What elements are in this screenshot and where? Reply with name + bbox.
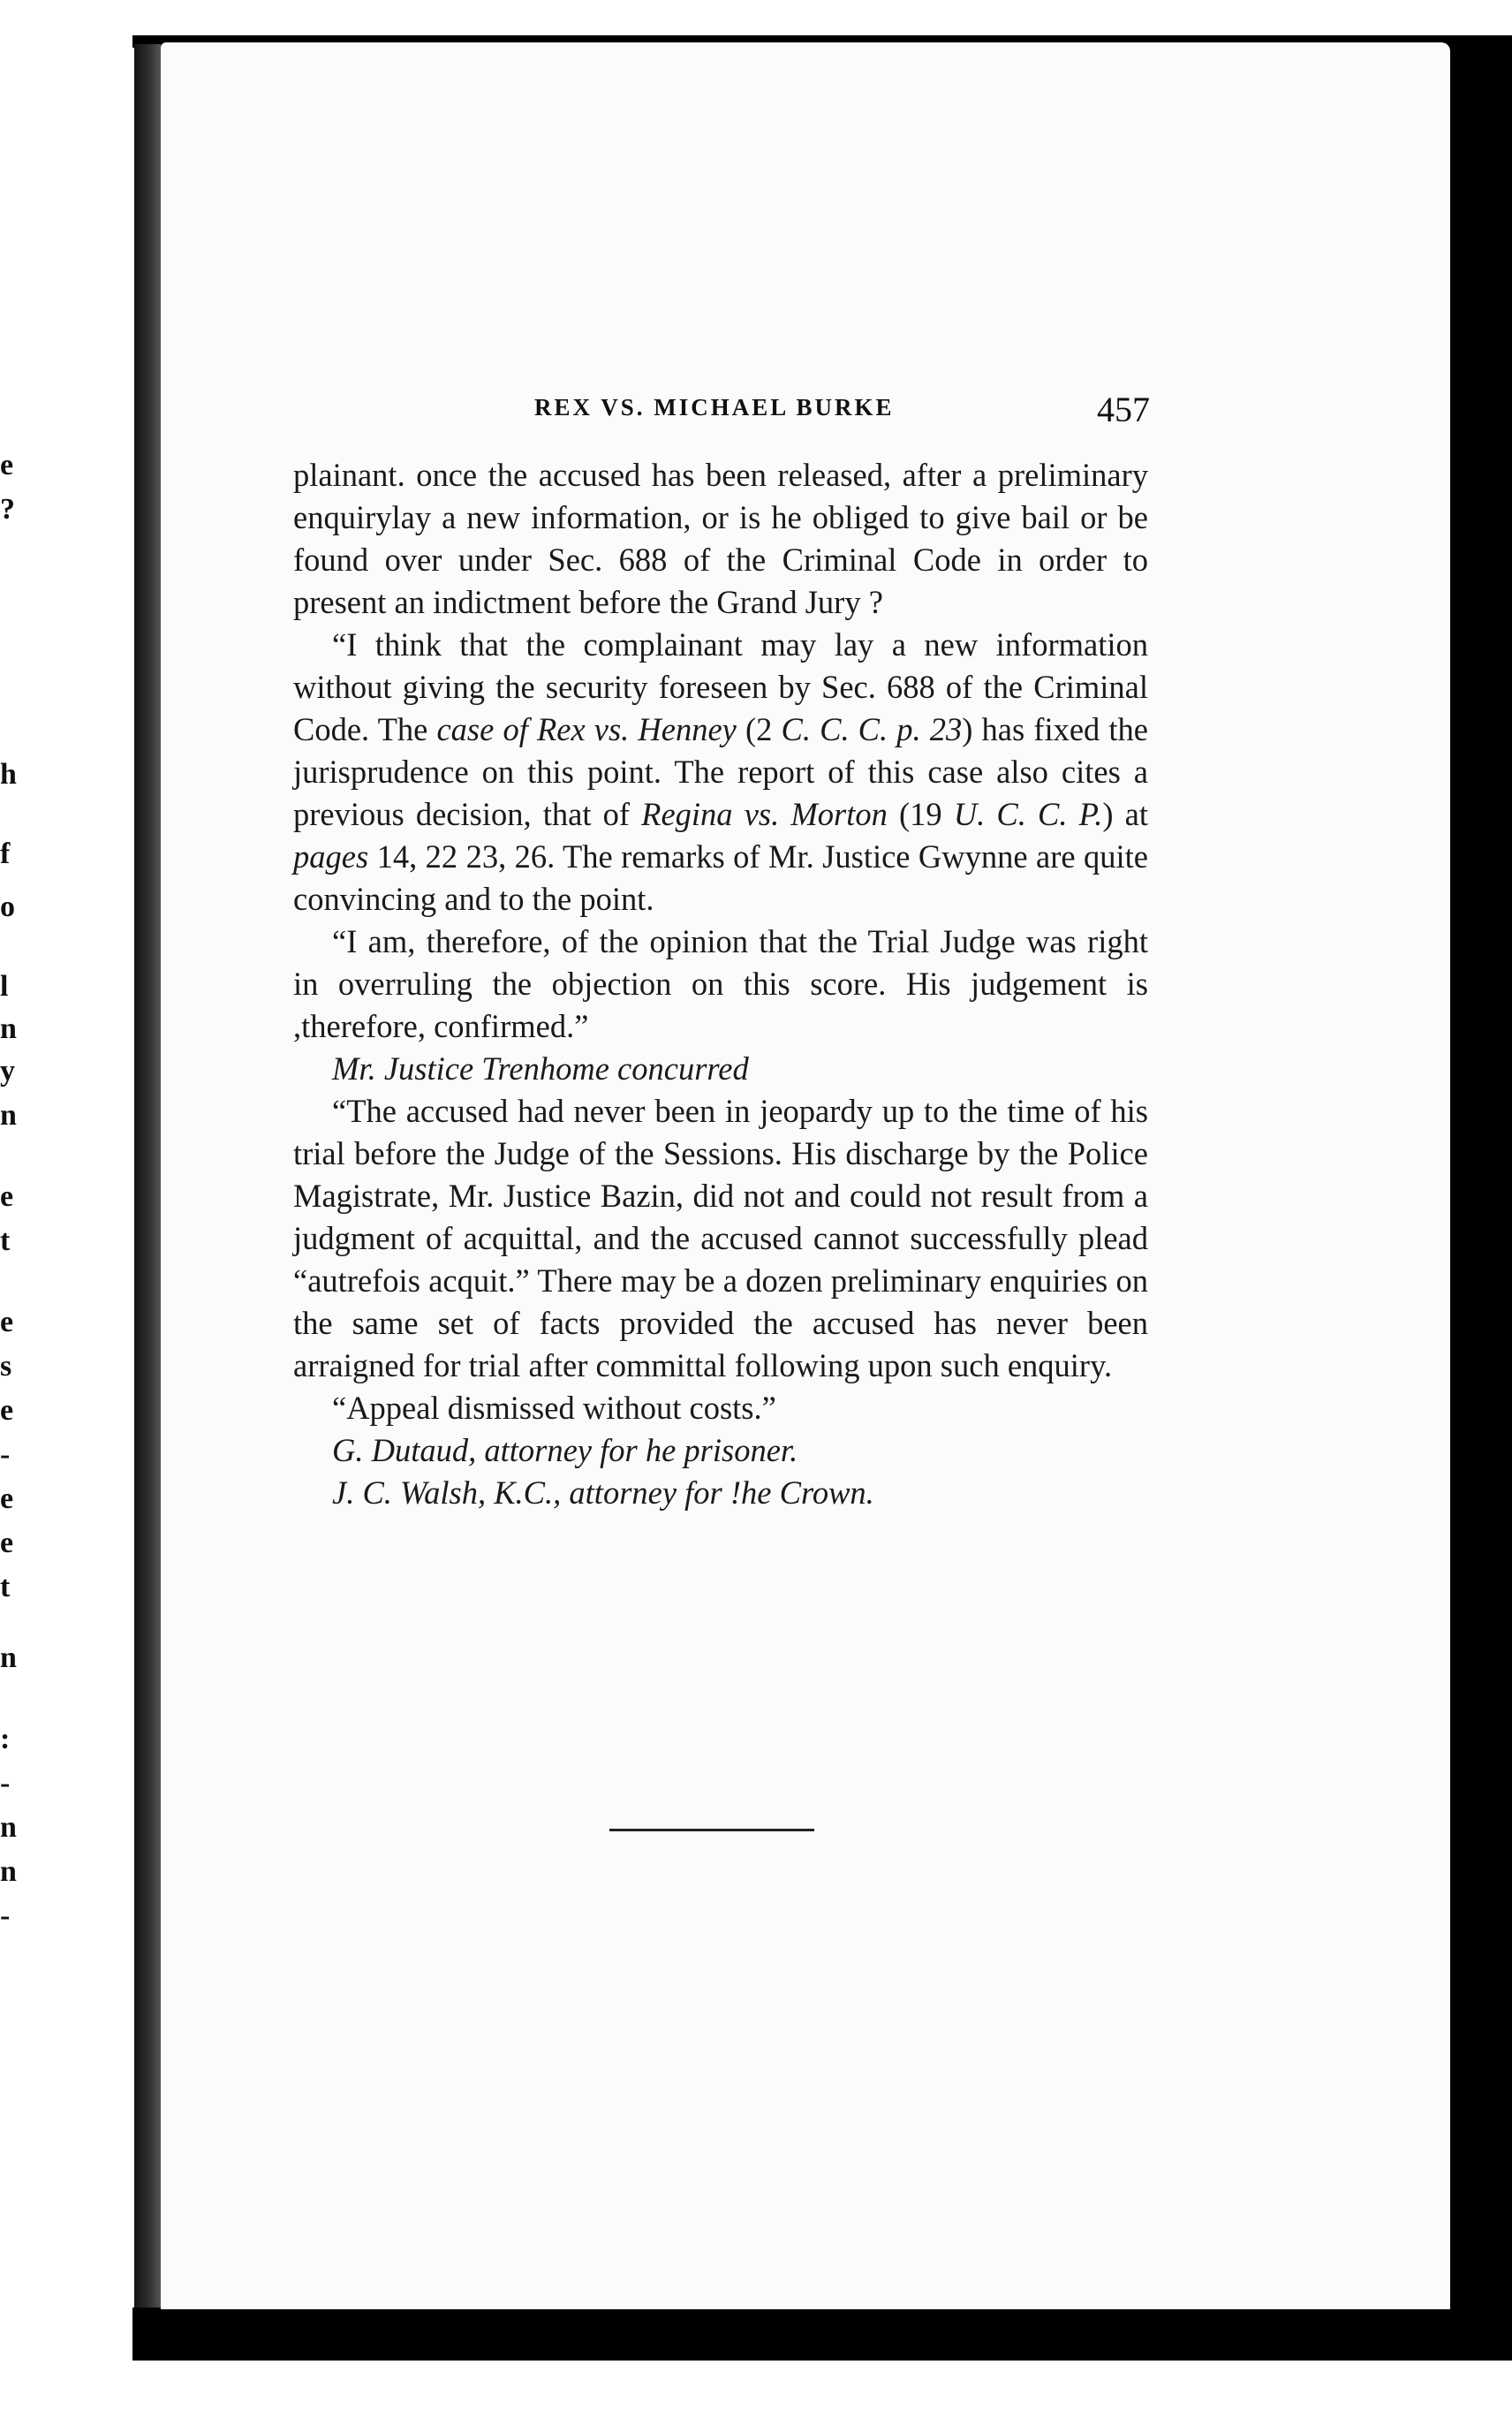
- margin-fragment: s: [0, 1350, 12, 1383]
- margin-fragment: l: [0, 970, 9, 1003]
- italic-text: J. C. Walsh: [332, 1474, 478, 1511]
- italic-text: Regina vs. Morton: [641, 796, 888, 832]
- margin-fragment: h: [0, 758, 17, 791]
- margin-fragment: e: [0, 449, 14, 481]
- page-body: [293, 454, 1148, 1514]
- scan-bottom-border: [132, 2308, 1512, 2361]
- italic-text: G. Dutaud: [332, 1432, 469, 1468]
- text-run: , K.C.,: [477, 1474, 570, 1511]
- text-run: (2: [736, 711, 782, 747]
- margin-fragment: n: [0, 1099, 17, 1132]
- margin-fragment: :: [0, 1723, 11, 1755]
- italic-text: pages: [293, 838, 369, 875]
- margin-fragment: e: [0, 1394, 14, 1427]
- margin-fragment: t: [0, 1224, 11, 1257]
- paragraph: [293, 624, 1148, 921]
- paragraph: [293, 1090, 1148, 1387]
- text-run: plainant. once the accused has been released, after a preliminary enquirylay a new information, or is he obliged to give bail or be found over under Sec. 688 of the Criminal Code in order to present an indictment before the Grand Jury ?: [293, 457, 1148, 620]
- italic-text: C. C. C. p. 23: [781, 711, 963, 747]
- signature-line: [293, 1429, 1148, 1472]
- text-run: “Appeal dismissed without costs.”: [332, 1390, 776, 1426]
- margin-fragment: n: [0, 1012, 17, 1045]
- margin-fragment: e: [0, 1306, 14, 1338]
- margin-fragment: e: [0, 1482, 14, 1515]
- margin-fragment: y: [0, 1055, 15, 1088]
- signature-line: [293, 1048, 1148, 1090]
- text-run: “I think that the complainant may lay a new information without giving the security foreseen by Sec. 688 of the Criminal Code. The: [293, 626, 1148, 747]
- italic-text: case of Rex vs. Henney: [436, 711, 737, 747]
- end-rule: [609, 1829, 814, 1831]
- text-run: ) has fixed the jurisprudence on this point. The report of this case also cites a previous decision, that of: [293, 711, 1149, 832]
- text-run: “The accused had never been in jeopardy up to the time of his trial before the Judge of the Sessions. His discharge by the Police Magistrate, Mr. Justice Bazin, did not and could not result from a judgment of acquittal, and the accused cannot successfully plead “autrefois acquit.” There may be a dozen preliminary enquiries on the same set of facts provided the accused has never been arraigned for trial after committal following upon such enquiry.: [293, 1093, 1148, 1383]
- margin-fragment: n: [0, 1641, 17, 1674]
- margin-fragment: -: [0, 1438, 11, 1471]
- margin-fragment: o: [0, 890, 15, 923]
- signature-line: [293, 1472, 1148, 1514]
- margin-fragment: f: [0, 837, 11, 870]
- scan-right-border: [1448, 42, 1512, 2357]
- text-run: 14, 22 23, 26. The remarks of Mr. Justice Gwynne are quite convincing and to the point.: [293, 838, 1148, 917]
- book-spine-shadow: [134, 44, 161, 2315]
- margin-fragment: n: [0, 1855, 17, 1888]
- previous-page-margin-fragments: [0, 0, 26, 2410]
- margin-fragment: e: [0, 1180, 14, 1213]
- margin-fragment: -: [0, 1767, 11, 1800]
- text-run: ) at: [1102, 796, 1149, 832]
- italic-text: U. C. C. P.: [953, 796, 1103, 832]
- paragraph: [293, 1387, 1148, 1429]
- italic-text: attorney for !he Crown.: [569, 1474, 874, 1511]
- italic-text: ,: [468, 1432, 485, 1468]
- margin-fragment: ?: [0, 493, 15, 526]
- text-run: Mr. Justice Trenhome concurred: [332, 1050, 749, 1087]
- italic-text: attorney for he prisoner.: [484, 1432, 798, 1468]
- text-run: (19: [887, 796, 954, 832]
- margin-fragment: t: [0, 1571, 11, 1603]
- text-run: “I am, therefore, of the opinion that the Trial Judge was right in overruling the objection on this score. His judgement is ,therefore, confirmed.”: [293, 923, 1148, 1044]
- paragraph: [293, 921, 1148, 1048]
- margin-fragment: -: [0, 1899, 11, 1932]
- page-number: 457: [1097, 390, 1150, 429]
- running-head: REX VS. MICHAEL BURKE: [534, 394, 895, 421]
- margin-fragment: e: [0, 1527, 14, 1559]
- paragraph: [293, 454, 1148, 624]
- margin-fragment: n: [0, 1811, 17, 1844]
